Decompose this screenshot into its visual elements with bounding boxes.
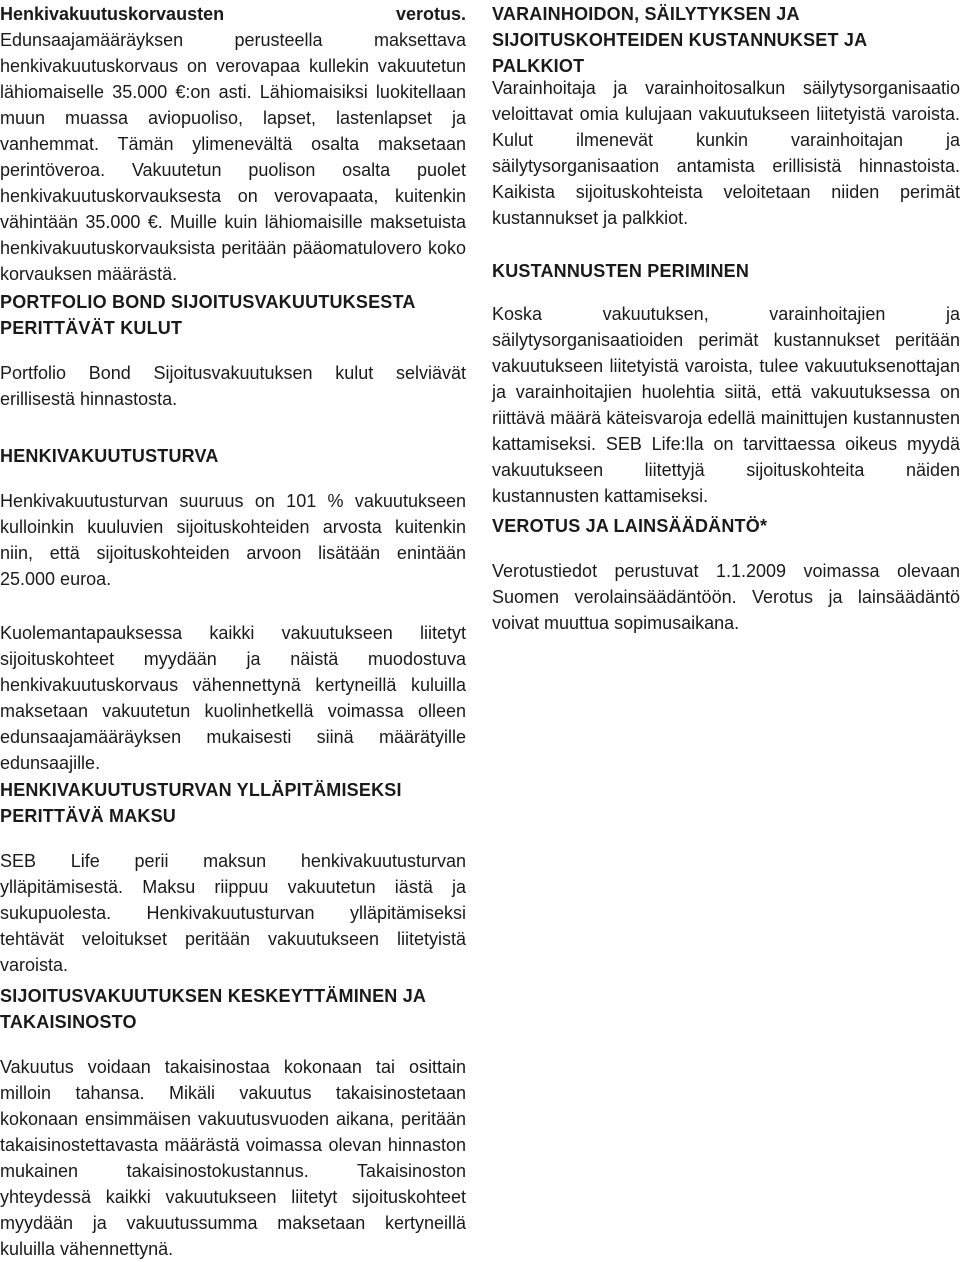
- taxation-legislation-text: Verotustiedot perustuvat 1.1.2009 voimassa olevaan Suomen verolainsäädäntöön. Verotus ja lainsäädäntö voivat muuttua sopimusaikana.: [492, 561, 960, 633]
- cost-collection-heading: KUSTANNUSTEN PERIMINEN: [492, 261, 750, 281]
- cover-fee-text: SEB Life perii maksun henkivakuutusturvan ylläpitämisestä. Maksu riippuu vakuutetun iästä ja sukupuolesta. Henkivakuutusturvan ylläpitämiseksi tehtävät veloitukset peritään vakuutukseen liitetyistä varoista.: [0, 851, 466, 975]
- tax-intro-text: Edunsaajamääräyksen perusteella maksettava henkivakuutuskorvaus on verovapaa kullekin vakuutetun lähiomaiselle 35.000 €:on asti. Lähiomaisiksi luokitellaan muun muassa aviopuoliso, lapset, lastenlapset ja vanhemmat. Tämän ylimenevältä osalta maksetaan perintöveroa. Vakuutetun puolison osalta puolet henkivakuutuskorvauksesta on verovapaata, kuitenkin vähintään 35.000 €. Muille kuin lähiomaisille maksetuista henkivakuutuskorvauksista peritään pääomatulovero koko korvauksen määrästä.: [0, 30, 466, 284]
- surrender-heading: SIJOITUSVAKUUTUKSEN KESKEYTTÄMINEN JA TAKAISINOSTO: [0, 986, 426, 1032]
- surrender-text: Vakuutus voidaan takaisinostaa kokonaan tai osittain milloin tahansa. Mikäli vakuutus takaisinostetaan kokonaan ensimmäisen vakuutusvuoden aikana, peritään takaisinostettavasta määrästä voimassa olevan hinnaston mukainen takaisinostokustannus. Takaisinoston yhteydessä kaikki vakuutukseen liitetyt sijoituskohteet myydään ja vakuutussumma maksetaan kertyneillä kuluilla vähennettynä.: [0, 1057, 466, 1259]
- cost-collection-text: Koska vakuutuksen, varainhoitajien ja säilytysorganisaatioiden perimät kustannukset peritään vakuutukseen liitetyistä varoista, tulee vakuutuksenottajan ja varainhoitajien huolehtia siitä, että vakuutuksessa on riittävä määrä käteisvaroja edellä mainittujen kustannusten kattamiseksi. SEB Life:lla on tarvittaessa oikeus myydä vakuutukseen liitettyjä sijoituskohteita näiden kustannusten kattamiseksi.: [492, 304, 960, 506]
- asset-management-costs-heading: VARAINHOIDON, SÄILYTYKSEN JA SIJOITUSKOHTEIDEN KUSTANNUKSET JA PALKKIOT: [492, 4, 867, 76]
- life-cover-heading: HENKIVAKUUTUSTURVA: [0, 446, 219, 466]
- tax-intro-lead: Henkivakuutuskorvausten verotus.: [0, 4, 466, 24]
- portfolio-costs-text: Portfolio Bond Sijoitusvakuutuksen kulut selviävät erillisestä hinnastosta.: [0, 363, 466, 409]
- cover-fee-heading: HENKIVAKUUTUSTURVAN YLLÄPITÄMISEKSI PERITTÄVÄ MAKSU: [0, 780, 402, 826]
- tax-intro-paragraph: [0, 1, 466, 287]
- portfolio-costs-heading: PORTFOLIO BOND SIJOITUSVAKUUTUKSESTA PERITTÄVÄT KULUT: [0, 292, 415, 338]
- asset-management-costs-text: Varainhoitaja ja varainhoitosalkun säilytysorganisaatio veloittavat omia kulujaan vakuutukseen liitetyistä varoista. Kulut ilmenevät kunkin varainhoitajan ja säilytysorganisaation antamista erillisistä hinnastoista. Kaikista sijoituskohteista veloitetaan niiden perimät kustannukset ja palkkiot.: [492, 78, 960, 228]
- taxation-legislation-heading: VEROTUS JA LAINSÄÄDÄNTÖ*: [492, 516, 768, 536]
- life-cover-text-2: Kuolemantapauksessa kaikki vakuutukseen liitetyt sijoituskohteet myydään ja näistä muodostuva henkivakuutuskorvaus vähennettynä kertyneillä kuluilla maksetaan vakuutetun kuolinhetkellä voimassa olleen edunsaajamääräyksen mukaisesti siinä määrätyille edunsaajille.: [0, 623, 466, 773]
- life-cover-text-1: Henkivakuutusturvan suuruus on 101 % vakuutukseen kulloinkin kuuluvien sijoituskohteiden arvosta kuitenkin niin, että sijoituskohteiden arvoon lisätään enintään 25.000 euroa.: [0, 491, 466, 589]
